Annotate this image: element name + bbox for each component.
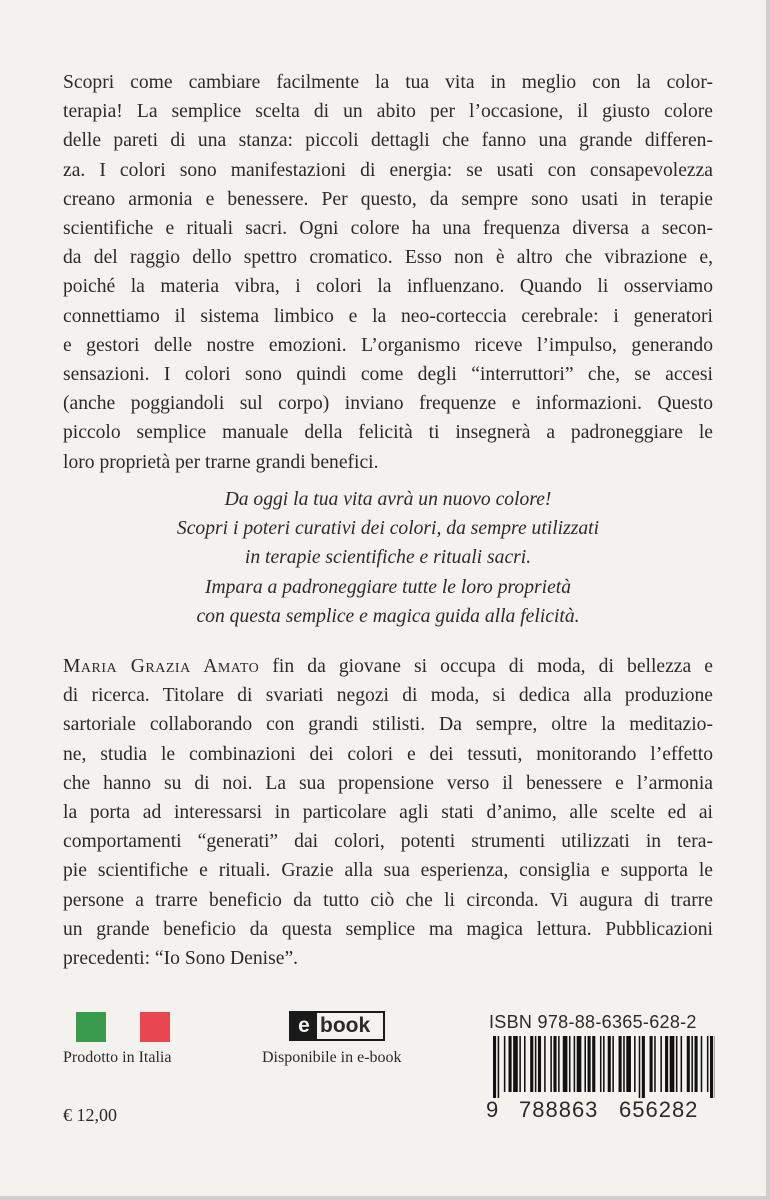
barcode-bar [612, 1036, 614, 1092]
quote-line: in terapie scientifiche e rituali sacri. [244, 547, 532, 569]
ebook-logo-e: e [291, 1013, 317, 1039]
text-line: e gestori delle nostre emozioni. L’organismo riceve l’impulso, generando [63, 334, 713, 356]
text-line: piccolo semplice manuale della felicità ti insegnerà a padroneggiare le [63, 422, 713, 444]
barcode-bar [687, 1036, 690, 1092]
text-line: terapia! La semplice scelta di un abito per l’occasione, il giusto colore [63, 101, 713, 123]
ebook-logo-text: book [320, 1014, 371, 1037]
barcode-bar [535, 1036, 537, 1092]
barcode-bar [498, 1036, 500, 1098]
text-line: loro proprietà per trarne grandi benefici. [63, 451, 379, 473]
barcode-icon [493, 1036, 715, 1098]
barcode-bar [524, 1036, 526, 1092]
text-line: che hanno su di noi. La sua propensione verso il benessere e l’armonia [63, 772, 713, 794]
barcode-bar [695, 1036, 698, 1092]
isbn-label: ISBN 978-88-6365-628-2 [489, 1012, 697, 1032]
text-line: la porta ad interessarsi in particolare agli stati d’animo, alle scelte ed ai [63, 802, 713, 824]
book-description [63, 68, 713, 477]
barcode-bar [626, 1036, 631, 1092]
barcode-bar [544, 1036, 546, 1092]
barcode-bar [504, 1036, 506, 1092]
barcode-bar [550, 1036, 552, 1092]
barcode-bar [574, 1036, 576, 1092]
barcode-bar [563, 1036, 568, 1092]
barcode-bar [553, 1036, 556, 1092]
italian-flag-red-square [140, 1012, 170, 1042]
barcode-bar [623, 1036, 625, 1092]
barcode-bar [519, 1036, 521, 1092]
barcode-bar [588, 1036, 591, 1092]
text-line: delle pareti di una stanza: piccoli dettagli che fanno una grande differen- [63, 130, 713, 152]
quote-line: Scopri i poteri curativi dei colori, da sempre utilizzati [176, 518, 600, 540]
author-bio [63, 652, 713, 973]
highlight-quote [63, 485, 713, 631]
barcode-bar [577, 1036, 582, 1092]
barcode-bar [608, 1036, 611, 1092]
barcode-bar [584, 1036, 586, 1092]
text-line: precedenti: “Io Sono Denise”. [63, 948, 299, 970]
barcode-bar [701, 1036, 703, 1092]
barcode-bar [619, 1036, 622, 1092]
text-line: di ricerca. Titolare di svariati negozi di moda, si dedica alla produzione [63, 685, 713, 707]
barcode-bar [670, 1036, 675, 1092]
barcode-bar [600, 1036, 602, 1092]
barcode-bar [660, 1036, 662, 1092]
text-line: persone a trarre beneficio da tutto ciò che li circonda. Vi augura di trarre [63, 889, 713, 911]
barcode-bar [569, 1036, 571, 1092]
text-line: ne, studia le combinazioni dei colori e dei tessuti, monitorando l’effetto [63, 743, 713, 765]
ebook-availability-label: Disponibile in e-book [262, 1049, 402, 1066]
text-line: sartoriale collaborando con grandi stilisti. Da sempre, oltre la meditazio- [63, 714, 713, 736]
text-line: sensazioni. I colori sono quindi come degli “interruttori” che, se accesi [63, 364, 713, 386]
barcode-bar [710, 1036, 713, 1098]
barcode-digit-first: 9 [486, 1097, 500, 1122]
quote-line: Da oggi la tua vita avrà un nuovo colore! [224, 489, 552, 510]
quote-line: con questa semplice e magica guida alla felicità. [196, 605, 580, 627]
barcode-bar [493, 1036, 496, 1098]
barcode-bar [707, 1036, 709, 1092]
barcode-bar [665, 1036, 668, 1092]
barcode-bar [509, 1036, 512, 1092]
barcode-bar [634, 1036, 636, 1092]
text-line: connettiamo il sistema limbico e la neo-corteccia cerebrale: i generatori [63, 305, 713, 327]
italian-flag-green-square [76, 1012, 106, 1042]
barcode-digits-right: 656282 [619, 1097, 699, 1122]
text-line: un grande beneficio da questa semplice ma magica lettura. Pubblicazioni [63, 918, 713, 940]
quote-line: Impara a padroneggiare tutte le loro proprietà [204, 576, 572, 598]
text-line: da del raggio dello spettro cromatico. Esso non è altro che vibrazione e, [63, 247, 713, 269]
text-line: comportamenti “generati” dai colori, potenti strumenti utilizzati in tera- [63, 831, 713, 853]
text-line: creano armonia e benessere. Per questo, da sempre sono usati in terapie [63, 188, 713, 210]
author-name: Maria Grazia Amato [63, 656, 260, 677]
barcode-bar [642, 1036, 645, 1098]
barcode-bar [639, 1036, 641, 1098]
text-line: (anche poggiandoli sul corpo) inviano frequenze e informazioni. Questo [63, 393, 713, 415]
author-bio-first-line [63, 652, 713, 681]
made-in-italy-label: Prodotto in Italia [63, 1049, 172, 1066]
text-line: za. I colori sono manifestazioni di energia: se usati con consapevolezza [63, 159, 713, 181]
barcode-bar [513, 1036, 518, 1092]
barcode-bar [538, 1036, 541, 1092]
ebook-logo-icon [289, 1011, 385, 1041]
price: € 12,00 [63, 1105, 117, 1125]
barcode-bar [530, 1036, 533, 1092]
barcode-bar [676, 1036, 678, 1092]
text-line: scientifiche e rituali sacri. Ogni colore ha una frequenza diversa a secon- [63, 218, 713, 240]
author-bio-line: fin da giovane si occupa di moda, di bellezza e [259, 656, 713, 677]
barcode-bar [603, 1036, 605, 1092]
barcode-bar [654, 1036, 656, 1092]
barcode-bar [592, 1036, 595, 1092]
barcode-bar [650, 1036, 653, 1092]
barcode-bar [558, 1036, 560, 1092]
text-line: pie scientifiche e rituali. Grazie alla sua esperienza, consiglia e supporta le [63, 860, 713, 882]
text-line: Scopri come cambiare facilmente la tua vita in meglio con la color- [63, 72, 713, 93]
text-line: poiché la materia vibra, i colori la influenzano. Quando li osserviamo [63, 276, 713, 298]
barcode-bar [681, 1036, 683, 1092]
barcode-digits-left: 788863 [519, 1097, 599, 1122]
barcode-bar [691, 1036, 693, 1092]
